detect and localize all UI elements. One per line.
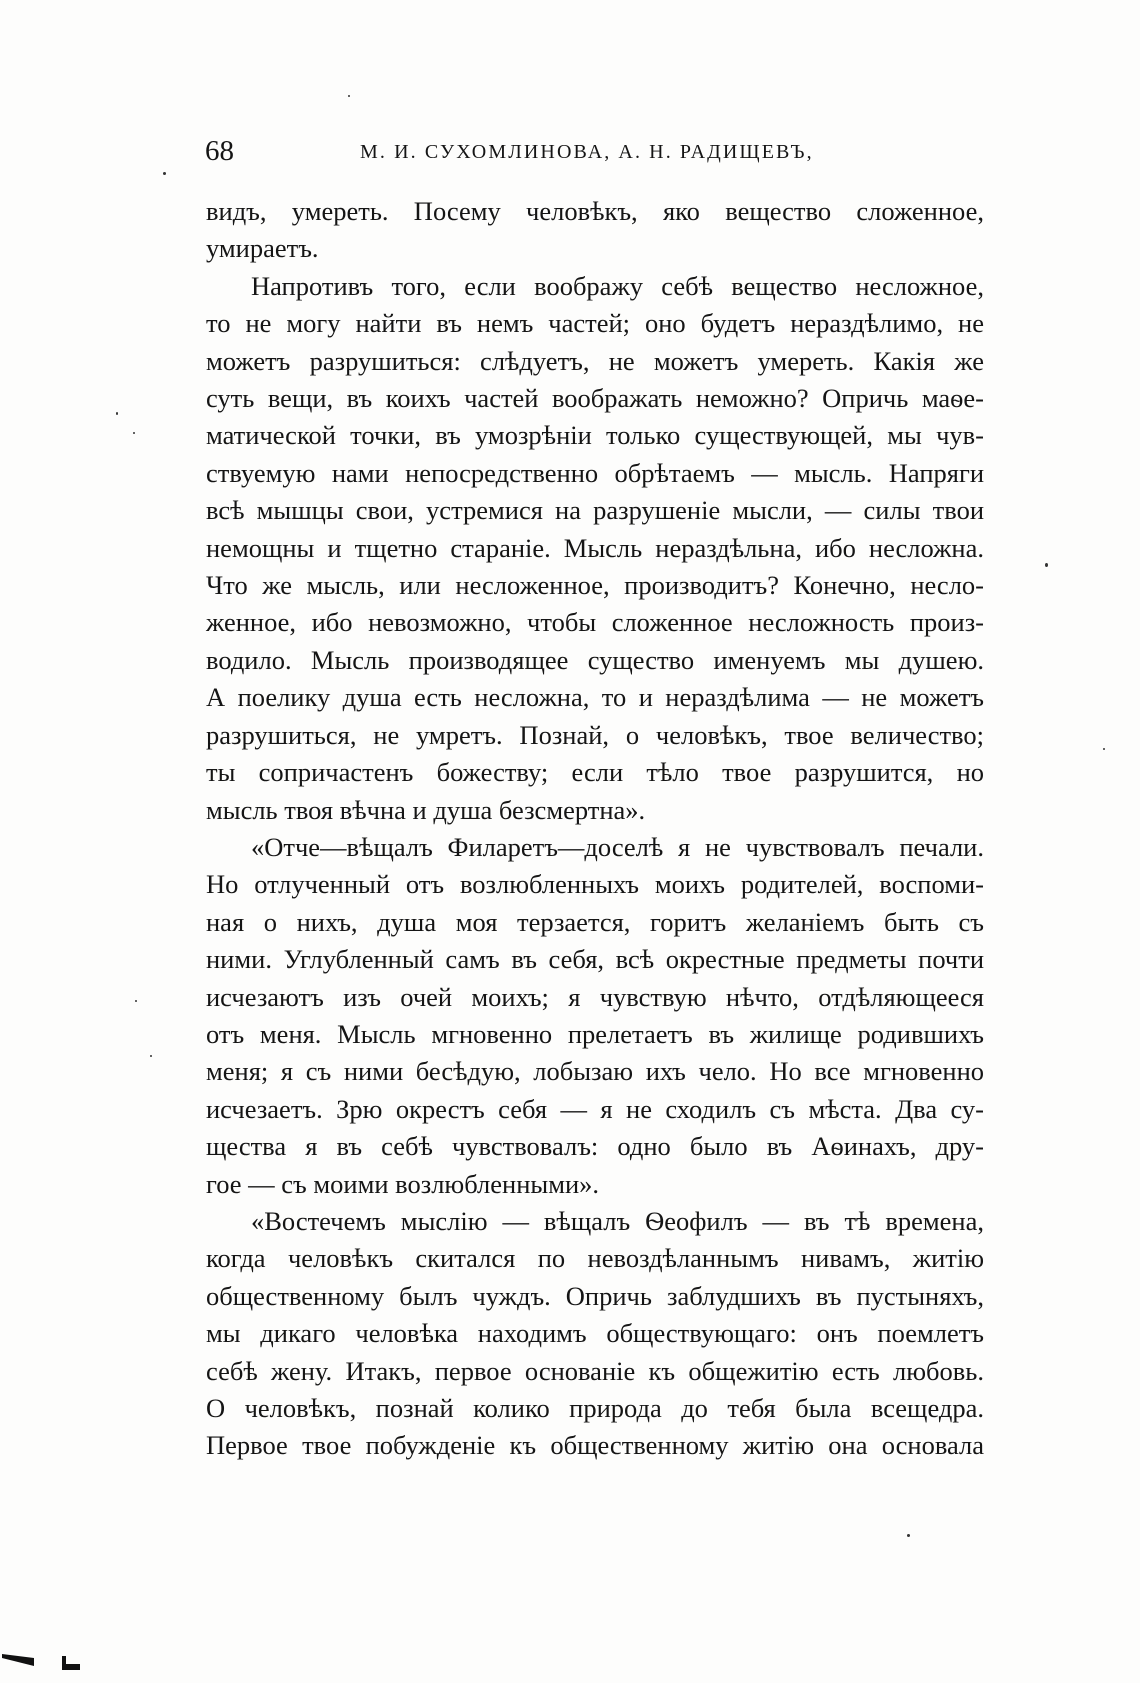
- text-line: исчезаетъ. Зрю окрестъ себя — я не сходилъ съ мѣста. Два су-: [206, 1093, 984, 1124]
- scan-speck: [1045, 563, 1048, 567]
- scan-speck: [163, 172, 166, 175]
- paragraph-start-line: «Отче—вѣщалъ Филаретъ—доселѣ я не чувствовалъ печали.: [251, 831, 984, 862]
- text-line: можетъ разрушиться: слѣдуетъ, не можетъ умереть. Какія же: [206, 345, 984, 376]
- scan-speck: [116, 412, 118, 415]
- text-line: А поелику душа есть несложна, то и нераздѣлима — не можетъ: [206, 682, 984, 713]
- text-line: разрушиться, не умретъ. Познай, о человѣкъ, твое величество;: [206, 719, 984, 750]
- text-line: ними. Углубленный самъ въ себя, всѣ окрестные предметы почти: [206, 944, 984, 975]
- text-line: гое — съ моими возлюбленными».: [206, 1168, 600, 1199]
- text-line: матической точки, въ умозрѣніи только существующей, мы чув-: [206, 420, 984, 451]
- text-line: когда человѣкъ скитался по невоздѣланнымъ нивамъ, житію: [206, 1243, 984, 1274]
- page-number: 68: [205, 135, 234, 167]
- text-line: умираетъ.: [206, 233, 319, 264]
- paragraph-start-line: «Востечемъ мыслію — вѣщалъ Ѳеофилъ — въ тѣ времена,: [251, 1205, 984, 1236]
- text-line: видъ, умереть. Посему человѣкъ, яко вещество сложенное,: [206, 196, 984, 226]
- scan-corner-mark: [0, 1634, 90, 1674]
- text-line: О человѣкъ, познай колико природа до тебя была всещедра.: [206, 1393, 984, 1423]
- text-line: то не могу найти въ немъ частей; оно будетъ нераздѣлимо, не: [206, 308, 984, 339]
- text-line: меня; я съ ними бесѣдую, лобызаю ихъ чело. Но все мгновенно: [206, 1056, 984, 1087]
- text-line: всѣ мышцы свои, устремися на разрушеніе мысли, — силы твои: [206, 495, 984, 526]
- text-line: суть вещи, въ коихъ частей воображать неможно? Опричь маѳе-: [206, 383, 984, 414]
- text-line: мы дикаго человѣка находимъ обществующаго: онъ поемлетъ: [206, 1318, 984, 1349]
- scan-speck: [907, 1534, 910, 1537]
- text-line: Первое твое побужденіе къ общественному житію она основала: [206, 1430, 984, 1461]
- text-line: общественному былъ чуждъ. Опричь заблудшихъ въ пустыняхъ,: [206, 1280, 984, 1311]
- text-line: отъ меня. Мысль мгновенно прелетаетъ въ жилище родившихъ: [206, 1018, 984, 1049]
- text-line: себѣ жену. Итакъ, первое основаніе къ общежитію есть любовь.: [206, 1355, 984, 1386]
- text-line: исчезаютъ изъ очей моихъ; я чувствую нѣчто, отдѣляющееся: [206, 981, 984, 1012]
- body-text: [206, 193, 984, 1493]
- scan-speck: [348, 95, 350, 97]
- paragraph-start-line: Напротивъ того, если воображу себѣ вещество несложное,: [251, 270, 984, 301]
- scan-speck: [133, 432, 135, 434]
- text-line: щества я въ себѣ чувствовалъ: одно было въ Аѳинахъ, дру-: [206, 1131, 984, 1162]
- text-line: немощны и тщетно стараніе. Мысль нераздѣльна, ибо несложна.: [206, 532, 984, 563]
- text-line: ты сопричастенъ божеству; если тѣло твое разрушится, но: [206, 757, 984, 788]
- running-head: М. И. СУХОМЛИНОВА, А. Н. РАДИЩЕВЪ,: [360, 141, 814, 163]
- scan-speck: [150, 1055, 152, 1057]
- scan-speck: [135, 1000, 137, 1002]
- page-header: [205, 133, 985, 173]
- text-line: женное, ибо невозможно, чтобы сложенное несложность произ-: [206, 607, 984, 638]
- scan-speck: [1103, 748, 1105, 750]
- text-line: водило. Мысль производящее существо именуемъ мы душею.: [206, 644, 984, 675]
- text-line: ная о нихъ, душа моя терзается, горитъ желаніемъ быть съ: [206, 906, 984, 937]
- text-line: ствуемую нами непосредственно обрѣтаемъ — мысль. Напряги: [206, 457, 984, 488]
- text-line: Но отлученный отъ возлюбленныхъ моихъ родителей, воспоми-: [206, 869, 984, 900]
- text-line: Что же мысль, или несложенное, производитъ? Конечно, несло-: [206, 570, 984, 601]
- text-line: мысль твоя вѣчна и душа безсмертна».: [206, 794, 646, 825]
